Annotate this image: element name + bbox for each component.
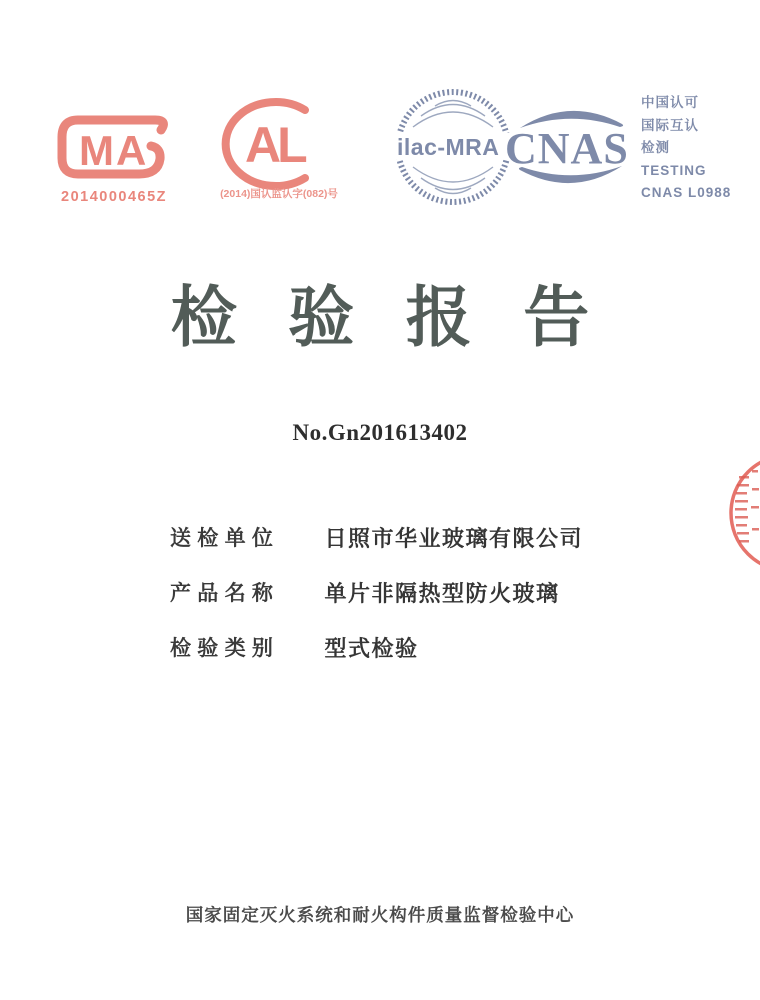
field-label: 送检单位 xyxy=(170,526,280,550)
cal-certificate-caption: (2014)国认监认字(082)号 xyxy=(220,188,338,200)
seal-characters xyxy=(735,470,759,543)
field-value: 日照市华业玻璃有限公司 xyxy=(324,526,583,551)
report-number: No.Gn201613402 xyxy=(292,420,468,445)
ilac-mra-label: ilac-MRA xyxy=(397,134,500,160)
field-row-product-name xyxy=(170,577,583,605)
accreditation-line: 中国认可 xyxy=(641,95,699,110)
field-label: 产品名称 xyxy=(170,581,280,605)
accreditation-text xyxy=(641,92,731,205)
accreditation-line: 国际互认 xyxy=(641,117,699,133)
accreditation-line: 检测 xyxy=(641,140,670,155)
cma-letters: MA xyxy=(79,127,149,174)
cma-logo xyxy=(53,108,177,188)
red-seal xyxy=(723,450,760,575)
accreditation-line: TESTING xyxy=(641,162,707,178)
accreditation-line: CNAS L0988 xyxy=(641,185,732,200)
cal-letters: AL xyxy=(245,117,304,173)
cma-certificate-number: 2014000465Z xyxy=(61,189,167,205)
ilac-mra-logo xyxy=(391,85,515,209)
issuing-organization: 国家固定灭火系统和耐火构件质量监督检验中心 xyxy=(185,905,575,925)
field-label: 检验类别 xyxy=(170,636,280,660)
cal-logo xyxy=(219,97,333,191)
cnas-letters: CNAS xyxy=(505,124,629,173)
page-title: 检验报告 xyxy=(170,280,641,354)
field-row-inspection-type xyxy=(170,632,583,660)
field-row-submitting-unit xyxy=(170,522,583,550)
field-value: 型式检验 xyxy=(324,636,419,661)
report-fields xyxy=(170,522,583,687)
field-value: 单片非隔热型防火玻璃 xyxy=(324,581,560,606)
cnas-logo xyxy=(504,102,638,192)
